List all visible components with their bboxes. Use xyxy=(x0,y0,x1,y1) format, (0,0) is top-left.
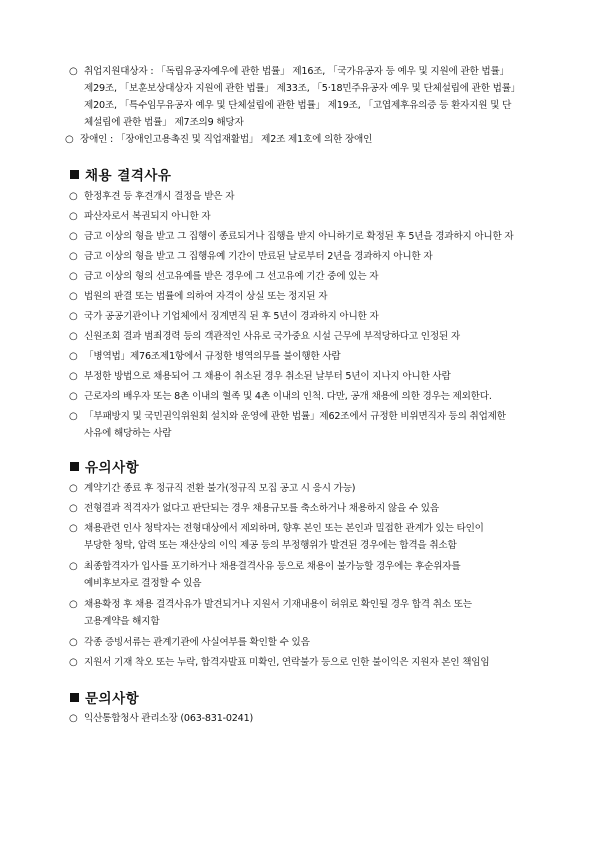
text-line: 채용관련 인사 청탁자는 전형대상에서 제외하며, 향후 본인 또는 본인과 밀접한 관계가 있는 타인이 xyxy=(84,523,484,534)
list-item xyxy=(69,188,554,205)
list-item xyxy=(69,654,554,671)
text-line: 계약기간 종료 후 정규직 전환 불가(정규직 모집 공고 시 응시 가능) xyxy=(84,483,356,494)
bullet: ○ xyxy=(69,211,78,222)
bullet: ○ xyxy=(69,411,78,422)
bullet: ○ xyxy=(69,251,78,262)
bullet: ○ xyxy=(69,483,78,494)
text-line: 고용계약을 해지함 xyxy=(84,616,160,627)
square-bullet-icon xyxy=(70,462,79,471)
text-line: 금고 이상의 형의 선고유예를 받은 경우에 그 선고유예 기간 중에 있는 자 xyxy=(84,271,379,282)
bullet: ○ xyxy=(69,599,78,610)
list-item xyxy=(69,520,554,554)
text-line: 취업지원대상자 : 「독립유공자예우에 관한 법률」 제16조, 「국가유공자 등 예우 및 지원에 관한 법률」 xyxy=(84,66,509,77)
list-item xyxy=(69,388,554,405)
square-bullet-icon xyxy=(70,170,79,179)
list-item xyxy=(69,408,554,442)
text-line: 부당한 청탁, 압력 또는 재산상의 이익 제공 등의 부정행위가 발견된 경우에는 합격을 취소함 xyxy=(84,540,457,551)
text-line: 예비후보자로 결정할 수 있음 xyxy=(84,578,202,589)
bullet: ○ xyxy=(69,66,78,77)
bullet: ○ xyxy=(69,271,78,282)
list-item xyxy=(69,500,554,517)
list-item xyxy=(65,131,550,148)
text-line: 파산자로서 복권되지 아니한 자 xyxy=(84,211,211,222)
bullet: ○ xyxy=(69,523,78,534)
list-item xyxy=(69,368,554,385)
text-line: 「부패방지 및 국민권익위원회 설치와 운영에 관한 법률」제62조에서 규정한 비위면직자 등의 취업제한 xyxy=(84,411,506,422)
bullet: ○ xyxy=(69,291,78,302)
text-line: 국가 공공기관이나 기업체에서 징계면직 된 후 5년이 경과하지 아니한 자 xyxy=(84,311,379,322)
bullet: ○ xyxy=(69,713,78,724)
text-line: 한정후견 등 후견개시 결정을 받은 자 xyxy=(84,191,235,202)
square-bullet-icon xyxy=(70,693,79,702)
list-item xyxy=(69,228,554,245)
bullet: ○ xyxy=(69,311,78,322)
list-item xyxy=(69,63,554,131)
bullet: ○ xyxy=(69,231,78,242)
text-line: 법원의 판결 또는 법률에 의하여 자격이 상실 또는 정지된 자 xyxy=(84,291,328,302)
text-line: 지원서 기재 착오 또는 누락, 합격자발표 미확인, 연락불가 등으로 인한 불이익은 지원자 본인 책임임 xyxy=(84,657,490,668)
list-item xyxy=(69,248,554,265)
bullet: ○ xyxy=(69,191,78,202)
bullet: ○ xyxy=(69,561,78,572)
list-item xyxy=(69,480,554,497)
text-line: 전형결과 적격자가 없다고 판단되는 경우 채용규모를 축소하거나 채용하지 않을 수 있음 xyxy=(84,503,439,514)
bullet: ○ xyxy=(69,351,78,362)
text-line: 신원조회 결과 범죄경력 등의 객관적인 사유로 국가중요 시설 근무에 부적당하다고 인정된 자 xyxy=(84,331,460,342)
bullet: ○ xyxy=(69,503,78,514)
text-line: 근로자의 배우자 또는 8촌 이내의 혈족 및 4촌 이내의 인척. 다만, 공개 채용에 의한 경우는 제외한다. xyxy=(84,391,492,402)
bullet: ○ xyxy=(69,371,78,382)
text-line: 익산통합청사 관리소장 (063-831-0241) xyxy=(84,713,254,724)
bullet: ○ xyxy=(69,331,78,342)
section-heading xyxy=(70,456,139,476)
bullet: ○ xyxy=(69,391,78,402)
bullet: ○ xyxy=(69,637,78,648)
list-item xyxy=(69,596,554,630)
bullet: ○ xyxy=(65,134,74,145)
section-title: 유의사항 xyxy=(85,460,140,476)
text-line: 장애인 : 「장애인고용촉진 및 직업재활법」 제2조 제1호에 의한 장애인 xyxy=(80,134,373,145)
section-heading xyxy=(70,164,171,184)
text-line: 사유에 해당하는 사람 xyxy=(84,428,172,439)
list-item xyxy=(69,634,554,651)
text-line: 체설립에 관한 법률」 제7조의9 해당자 xyxy=(84,117,244,128)
text-line: 제20조, 「특수임무유공자 예우 및 단체설립에 관한 법률」 제19조, 「고엽제후유의증 등 환자지원 및 단 xyxy=(84,100,512,111)
section-title: 문의사항 xyxy=(85,691,140,707)
text-line: 부정한 방법으로 채용되어 그 채용이 취소된 경우 취소된 날부터 5년이 지나지 아니한 사람 xyxy=(84,371,451,382)
list-item xyxy=(69,348,554,365)
list-item xyxy=(69,288,554,305)
list-item xyxy=(69,268,554,285)
text-line: 최종합격자가 입사를 포기하거나 채용결격사유 등으로 채용이 불가능할 경우에는 후순위자를 xyxy=(84,561,461,572)
section-heading xyxy=(70,687,139,707)
text-line: 금고 이상의 형을 받고 그 집행이 종료되거나 집행을 받지 아니하기로 확정된 후 5년을 경과하지 아니한 자 xyxy=(84,231,514,242)
list-item xyxy=(69,208,554,225)
text-line: 채용확정 후 채용 결격사유가 발견되거나 지원서 기재내용이 허위로 확인될 경우 합격 취소 또는 xyxy=(84,599,472,610)
text-line: 제29조, 「보훈보상대상자 지원에 관한 법률」 제33조, 「5·18민주유공자 예우 및 단체설립에 관한 법률」 xyxy=(84,83,521,94)
text-line: 「병역법」제76조제1항에서 규정한 병역의무를 불이행한 사람 xyxy=(84,351,341,362)
text-line: 각종 증빙서류는 관계기관에 사실여부를 확인할 수 있음 xyxy=(84,637,310,648)
section-title: 채용 결격사유 xyxy=(85,168,172,184)
list-item xyxy=(69,308,554,325)
list-item xyxy=(69,710,554,727)
list-item xyxy=(69,558,554,592)
bullet: ○ xyxy=(69,657,78,668)
text-line: 금고 이상의 형을 받고 그 집행유예 기간이 만료된 날로부터 2년을 경과하지 아니한 자 xyxy=(84,251,433,262)
list-item xyxy=(69,328,554,345)
